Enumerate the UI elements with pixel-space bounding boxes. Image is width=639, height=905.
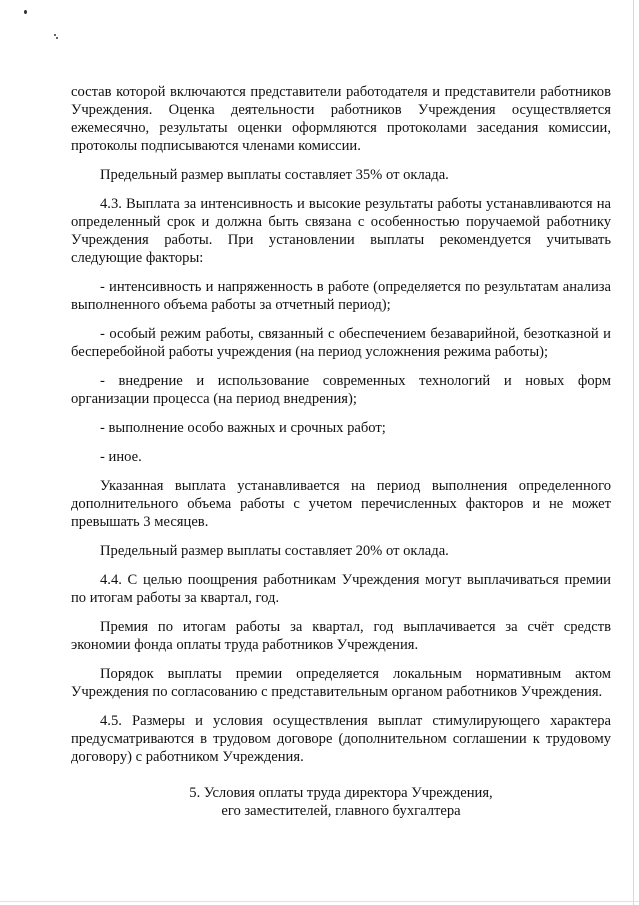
paragraph-4-5: 4.5. Размеры и условия осуществления выплат стимулирующего характера предусматриваются в трудовом договоре (дополнительном соглашении к трудовому договору) с работником Учреждения.: [71, 713, 611, 765]
list-item-urgent-works: - выполнение особо важных и срочных работ;: [100, 420, 386, 436]
list-item-other: - иное.: [100, 449, 142, 465]
section-heading-line2: его заместителей, главного бухгалтера: [221, 803, 461, 819]
section-heading: [71, 784, 611, 820]
paragraph-4-4: 4.4. С целью поощрения работникам Учреждения могут выплачиваться премии по итогам работы за квартал, год.: [71, 572, 611, 606]
scan-speck: [54, 34, 56, 36]
paragraph-commission: состав которой включаются представители работодателя и представители работников Учреждения. Оценка деятельности работников Учреждения осуществляется ежемесячно, результаты оценки оформляются протоколами заседания комиссии, протоколы подписываются членами комиссии.: [71, 84, 611, 154]
scan-speck: [24, 10, 27, 14]
scan-speck: [56, 37, 58, 39]
scan-bottom-line: [0, 901, 639, 902]
paragraph-4-3: 4.3. Выплата за интенсивность и высокие результаты работы устанавливаются на определенный срок и должна быть связана с особенностью поручаемой работнику Учреждения работы. При установлении выплаты рекомендуется учитывать следующие факторы:: [71, 196, 611, 266]
list-item-technologies: - внедрение и использование современных технологий и новых форм организации процесса (на период внедрения);: [71, 373, 611, 407]
section-heading-line1: 5. Условия оплаты труда директора Учреждения,: [189, 785, 493, 801]
list-item-special-mode: - особый режим работы, связанный с обеспечением безаварийной, безотказной и бесперебойной работы учреждения (на период усложнения режима работы);: [71, 326, 611, 360]
paragraph-limit-35: Предельный размер выплаты составляет 35% от оклада.: [100, 167, 449, 183]
paragraph-bonus-order: Порядок выплаты премии определяется локальным нормативным актом Учреждения по согласованию с представительным органом работников Учреждения.: [71, 666, 611, 700]
paragraph-bonus-fund: Премия по итогам работы за квартал, год выплачивается за счёт средств экономии фонда оплаты труда работников Учреждения.: [71, 619, 611, 653]
paragraph-limit-20: Предельный размер выплаты составляет 20% от оклада.: [100, 543, 449, 559]
list-item-intensity: - интенсивность и напряженность в работе (определяется по результатам анализа выполненного объема работы за отчетный период);: [71, 279, 611, 313]
scan-edge-line: [633, 0, 634, 905]
document-body: [71, 83, 611, 820]
paragraph-period: Указанная выплата устанавливается на период выполнения определенного дополнительного объема работы с учетом перечисленных факторов и не может превышать 3 месяцев.: [71, 478, 611, 530]
